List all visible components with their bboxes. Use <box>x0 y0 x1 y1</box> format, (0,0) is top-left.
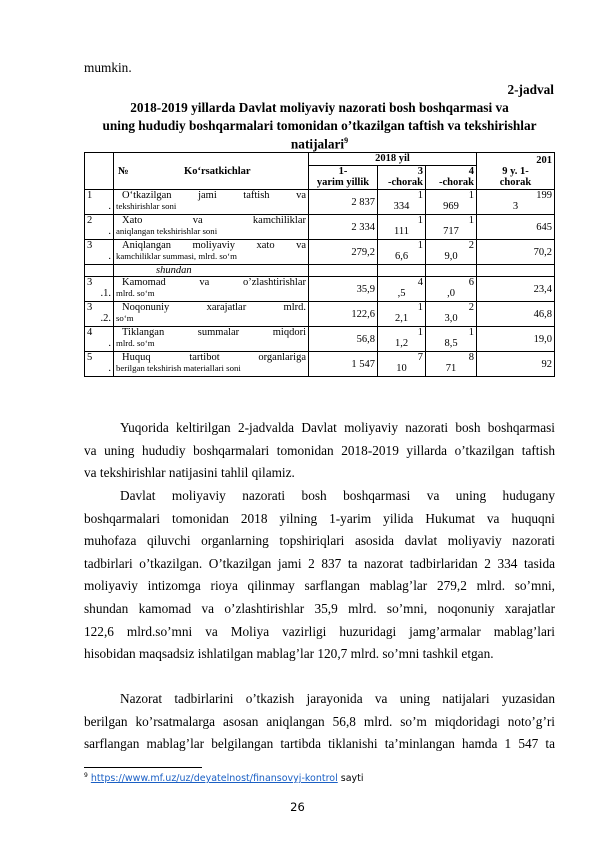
row-number-cell <box>85 215 114 240</box>
row-2019-cell <box>477 190 555 215</box>
header-indicators-cell <box>114 153 309 190</box>
row-q4-a: 6 <box>468 277 475 288</box>
table-title-line2: uning hududiy boshqarmalari tomonidan o’tkazilgan taftish va tekshirishlar <box>102 118 537 133</box>
row-indicator-text-b: kamchiliklar summasi, mlrd. so‘m <box>116 251 237 261</box>
header-q4-b: -chorak <box>439 177 475 188</box>
paragraph-line: Yuqorida keltirilgan 2-jadvalda Davlat moliyaviy nazorati bosh boshqarmasi <box>120 420 555 435</box>
row-indicator-text-a: O‘tkazilgan jami taftish va <box>122 190 306 201</box>
row-q4-a: 2 <box>468 302 475 313</box>
row-indicator-text-b: mlrd. so‘m <box>116 338 155 348</box>
row-q3-b: ,5 <box>397 288 406 299</box>
table-row <box>85 190 555 215</box>
paragraph-line: hisobidan maqsadsiz ishlatilgan mablag’lar 120,7 mlrd. so’mni tashkil etgan. <box>84 646 494 662</box>
header-num-cell <box>85 153 114 190</box>
row-half-year-cell <box>309 327 378 352</box>
row-q4-a: 1 <box>468 215 475 226</box>
table-row <box>85 265 555 277</box>
row-q3-a: 1 <box>417 240 423 251</box>
footnote-suffix: sayti <box>337 773 364 785</box>
paragraph-line: sarflangan mablag’lar belgilangan tartibda tiklanishi ta’minlangan hamda 1 547 ta <box>84 736 555 752</box>
row-2019-cell <box>477 302 555 327</box>
row-indicator-cell <box>114 277 309 302</box>
header-half-year <box>309 166 378 190</box>
paragraph-line: berilgan ko’rsatmalarga asosan aniqlangan 56,8 mlrd. so’m miqdoridagi noto’g’ri <box>84 713 555 729</box>
row-2019-cell <box>477 265 555 277</box>
row-2019-a: 46,8 <box>533 308 553 320</box>
paragraph-line: Nazorat tadbirlarini o’tkazish jarayonida va uning natijalari yuzasidan <box>120 691 555 706</box>
row-q3-cell <box>378 265 426 277</box>
row-q3-cell <box>378 240 426 265</box>
header-half-b: yarim yillik <box>316 177 370 188</box>
table-title-line3 <box>84 136 555 152</box>
footnote-mark: 9 <box>84 772 88 779</box>
row-q4-cell <box>426 265 477 277</box>
row-number-a: 2 <box>87 215 93 226</box>
table-body <box>85 190 555 377</box>
paragraph-line: boshqarmalari tomonidan 2018 yilning 1-yarim yilida Hukumat va huquqni <box>84 510 555 526</box>
row-number-a: 3 <box>87 277 93 288</box>
row-number-cell <box>85 265 114 277</box>
row-q4-b: 969 <box>443 201 459 212</box>
header-2019-c: chorak <box>499 177 532 188</box>
header-half-a: 1- <box>338 166 348 177</box>
row-q3-a: 1 <box>417 327 423 338</box>
header-q3-b: -chorak <box>388 177 423 188</box>
paragraph-1 <box>84 417 555 485</box>
row-half-year-value: 279,2 <box>351 246 375 258</box>
row-indicator-cell <box>114 215 309 240</box>
footnote-ref: 9 <box>344 136 349 145</box>
page-number: 26 <box>290 800 305 814</box>
row-q4-a: 8 <box>468 352 475 363</box>
row-half-year-cell <box>309 240 378 265</box>
row-number-a: 1 <box>87 190 93 201</box>
header-2019 <box>477 153 555 190</box>
paragraph-line: shundan kamomad va o’zlashtirishlar 35,9 mlrd. so’mni, noqonuniy xarajatlar <box>84 600 555 616</box>
footnote-link[interactable]: https://www.mf.uz/uz/deyatelnost/finansovyj-kontrol <box>90 773 338 785</box>
row-q3-b: 334 <box>393 201 410 212</box>
row-number-a: 3 <box>87 240 93 251</box>
table-row <box>85 327 555 352</box>
row-indicator-text-b: aniqlangan tekshirishlar soni <box>116 226 218 236</box>
row-q4-cell <box>426 215 477 240</box>
row-indicator-cell <box>114 240 309 265</box>
row-2019-a: 19,0 <box>533 333 553 345</box>
row-q4-cell <box>426 240 477 265</box>
header-q4 <box>426 166 477 190</box>
footnote <box>84 772 364 784</box>
row-q3-b: 10 <box>396 363 407 374</box>
row-q4-a: 1 <box>468 190 475 201</box>
paragraph-line: va uning hududiy boshqarmalari tomonidan 2018-2019 yillarda o’tkazilgan taftish <box>84 442 555 458</box>
row-half-year-cell <box>309 265 378 277</box>
row-number-cell <box>85 327 114 352</box>
row-q3-b: 1,2 <box>394 338 409 349</box>
row-2019-a: 645 <box>536 221 553 233</box>
row-half-year-cell <box>309 352 378 377</box>
row-indicator-text-a: Tiklangan summalar miqdori <box>122 327 306 338</box>
row-2019-cell <box>477 327 555 352</box>
header-num: № <box>118 165 129 177</box>
table-row <box>85 277 555 302</box>
row-indicator-text: shundan <box>156 265 192 276</box>
intro-text: mumkin. <box>84 60 132 75</box>
paragraph-line: moliyaviy intizomga rioya qilinmay sarflangan mablag’lar 279,2 mlrd. so’mni, <box>84 578 555 594</box>
row-q3-a: 1 <box>417 215 423 226</box>
row-q3-cell <box>378 352 426 377</box>
row-q4-cell <box>426 352 477 377</box>
row-q4-a: 2 <box>468 240 475 251</box>
row-q3-a: 4 <box>417 277 423 288</box>
row-2019-a: 92 <box>541 358 553 370</box>
header-2018: 2018 yil <box>309 153 477 166</box>
row-q3-cell <box>378 302 426 327</box>
row-q4-b: 71 <box>445 363 457 374</box>
row-q3-cell <box>378 215 426 240</box>
table-row <box>85 302 555 327</box>
row-half-year-value: 2 334 <box>351 221 375 233</box>
row-number-cell <box>85 240 114 265</box>
row-q3-b: 2,1 <box>394 313 409 324</box>
row-q3-cell <box>378 327 426 352</box>
row-half-year-cell <box>309 302 378 327</box>
row-number-b: . <box>108 363 111 374</box>
results-table <box>84 152 555 377</box>
table-row <box>85 352 555 377</box>
row-number-cell <box>85 277 114 302</box>
row-q3-b: 6,6 <box>394 251 409 262</box>
row-indicator-text-b: berilgan tekshirish materiallari soni <box>116 363 241 373</box>
header-indicators: Ko‘rsatkichlar <box>184 165 251 177</box>
row-number-cell <box>85 190 114 215</box>
table-row <box>85 215 555 240</box>
row-q4-cell <box>426 302 477 327</box>
header-q3-a: 3 <box>417 166 423 177</box>
row-q4-b: 3,0 <box>444 313 458 324</box>
row-q3-cell <box>378 277 426 302</box>
table-number: 2-jadval <box>507 82 554 97</box>
row-half-year-value: 1 547 <box>351 358 375 370</box>
table-title-line1: 2018-2019 yillarda Davlat moliyaviy nazorati bosh boshqarmasi va <box>130 100 509 115</box>
row-indicator-cell <box>114 190 309 215</box>
row-half-year-value: 2 837 <box>351 196 375 208</box>
row-half-year-cell <box>309 215 378 240</box>
row-q4-a: 1 <box>468 327 475 338</box>
row-half-year-cell <box>309 277 378 302</box>
row-indicator-text-b: tekshirishlar soni <box>116 201 177 211</box>
row-number-b: . <box>108 226 111 237</box>
row-2019-cell <box>477 352 555 377</box>
header-2019-a: 201 <box>536 155 553 166</box>
row-indicator-text-a: Noqonuniy xarajatlar mlrd. <box>122 302 306 313</box>
row-indicator-cell <box>114 265 309 277</box>
row-number-cell <box>85 302 114 327</box>
row-indicator-text-b: mlrd. so‘m <box>116 288 155 298</box>
row-half-year-value: 122,6 <box>351 308 375 320</box>
row-2019-cell <box>477 215 555 240</box>
row-half-year-cell <box>309 190 378 215</box>
row-indicator-cell <box>114 327 309 352</box>
row-indicator-text-a: Aniqlangan moliyaviy xato va <box>122 240 306 251</box>
row-indicator-text-a: Huquq tartibot organlariga <box>122 352 306 363</box>
row-indicator-text-a: Kamomad va o’zlashtirishlar <box>122 277 306 288</box>
row-number-b: .2. <box>100 313 111 324</box>
row-number-cell <box>85 352 114 377</box>
table-title-text: natijalari <box>290 136 345 152</box>
row-number-b: .1. <box>100 288 111 299</box>
row-half-year-value: 35,9 <box>356 283 375 295</box>
row-indicator-text-b: so‘m <box>116 313 134 323</box>
row-indicator-cell <box>114 302 309 327</box>
paragraph-line: tadbirlari o’tkazilgan. O’tkazilgan jami 2 837 ta nazorat tadbirlaridan 2 334 tasida <box>84 555 555 571</box>
paragraph-line: Davlat moliyaviy nazorati bosh boshqarmasi va uning hudugany <box>120 488 555 503</box>
row-2019-cell <box>477 240 555 265</box>
footnote-divider <box>84 767 202 768</box>
row-q4-b: ,0 <box>447 288 455 299</box>
header-q4-a: 4 <box>468 166 475 177</box>
row-number-b: . <box>108 251 111 262</box>
row-2019-cell <box>477 277 555 302</box>
row-q4-cell <box>426 277 477 302</box>
row-indicator-text-a: Xato va kamchiliklar <box>122 215 306 226</box>
table-row <box>85 240 555 265</box>
row-q4-b: 8,5 <box>444 338 458 349</box>
row-2019-a: 70,2 <box>533 246 553 258</box>
row-number-b: . <box>108 201 111 212</box>
row-number-b: . <box>108 338 111 349</box>
row-q4-cell <box>426 190 477 215</box>
row-q4-b: 717 <box>443 226 459 237</box>
row-2019-b: 3 <box>512 201 519 212</box>
paragraph-2 <box>84 485 555 666</box>
row-q4-b: 9,0 <box>444 251 458 262</box>
row-q3-a: 1 <box>417 302 423 313</box>
header-2019-b: 9 y. 1- <box>502 166 529 177</box>
row-q3-cell <box>378 190 426 215</box>
row-q3-b: 111 <box>394 226 409 237</box>
row-number-a: 4 <box>87 327 93 338</box>
header-q3 <box>378 166 426 190</box>
row-half-year-value: 56,8 <box>356 333 375 345</box>
row-number-a: 3 <box>87 302 93 313</box>
paragraph-line: muhofaza qiluvchi organlarning topshiriqlari asosida davlat moliyaviy nazorati <box>84 533 555 549</box>
paragraph-line: 122,6 mlrd.so’mni va Moliya vazirligi huzuridagi jamg’armalar mablag’lari <box>84 623 555 639</box>
row-q3-a: 1 <box>417 190 423 201</box>
row-2019-a: 23,4 <box>533 283 553 295</box>
paragraph-line: va tekshirishlar natijasini tahlil qilamiz. <box>84 465 295 481</box>
row-number-a: 5 <box>87 352 93 363</box>
row-indicator-cell <box>114 352 309 377</box>
row-q3-a: 7 <box>417 352 423 363</box>
paragraph-3 <box>84 688 555 756</box>
row-2019-a: 199 <box>536 190 553 201</box>
row-q4-cell <box>426 327 477 352</box>
